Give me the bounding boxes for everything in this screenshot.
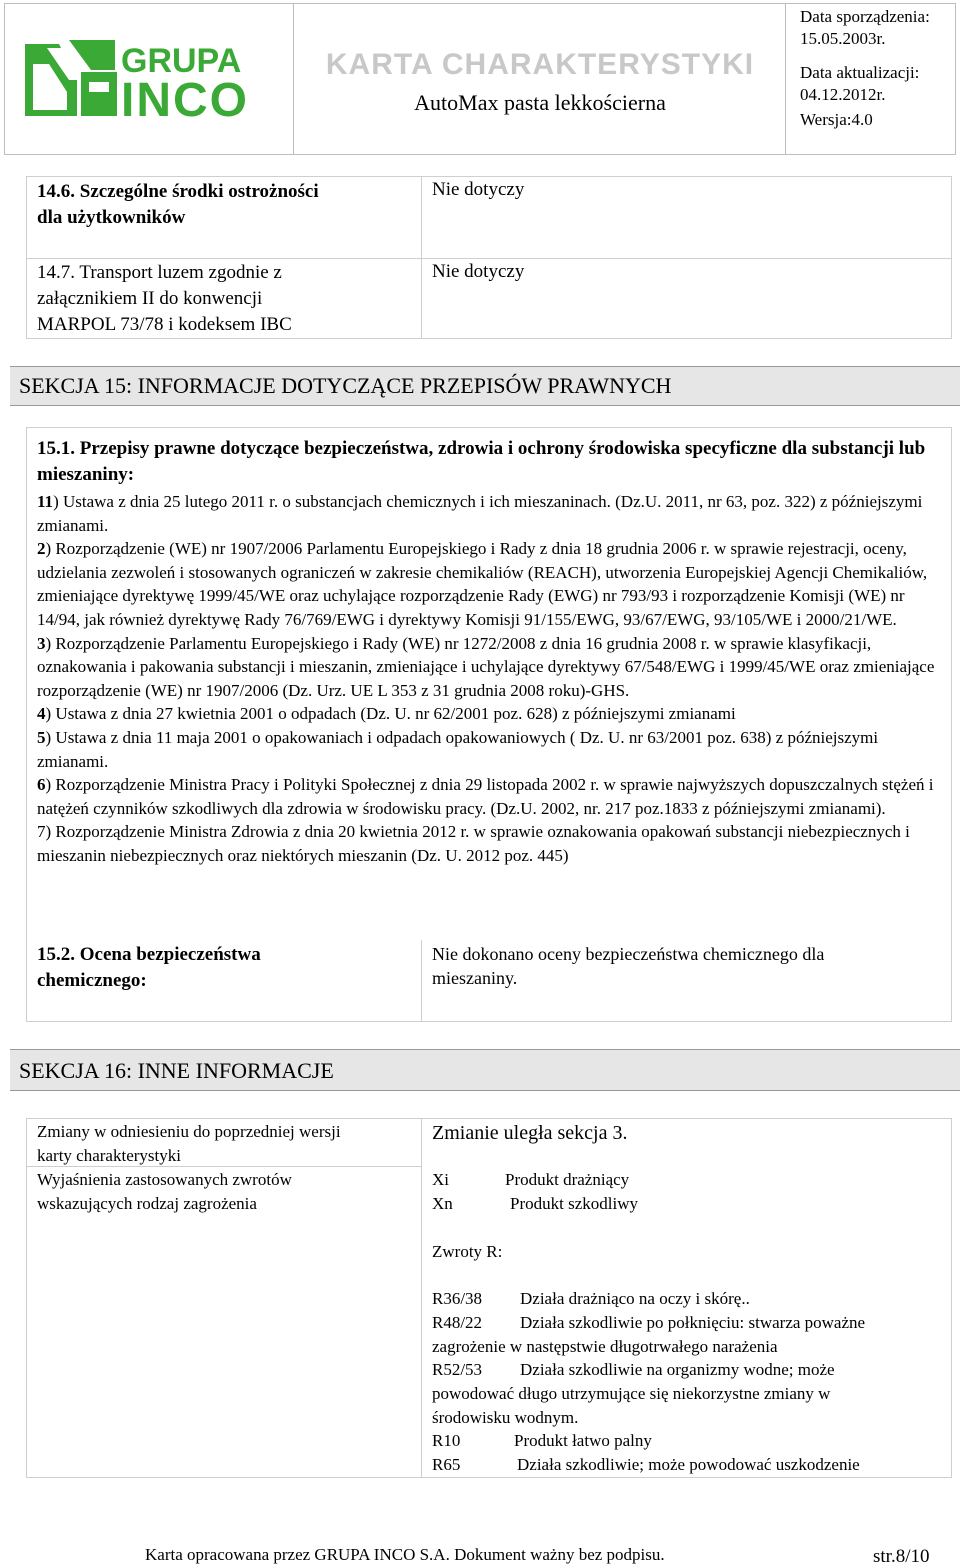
r-phrase-desc: zagrożenie w następstwie długotrwałego narażenia xyxy=(432,1337,778,1356)
regulation-item: 3) Rozporządzenie Parlamentu Europejskiego i Rady (WE) nr 1272/2008 z dnia 16 grudnia 2008 r. w sprawie klasyfikacji, oznakowania i pakowania substancji i mieszanin, zmieniające i uchylające dyrektywy 67/548/EWG i 1999/45/WE oraz zmieniające rozporządzenie (WE) nr 1907/2006 (Dz. Urz. UE L 353 z 31 grudnia 2008 roku)-GHS. xyxy=(37,633,935,700)
subsection-15-1-title: 15.1. Przepisy prawne dotyczące bezpieczeństwa, zdrowia i ochrony środowiska specyficzne dla substancji lub mieszaniny: xyxy=(37,438,926,485)
table-divider xyxy=(421,940,422,1022)
updated-label: Data aktualizacji: xyxy=(800,63,920,82)
changes-value: Zmianie uległa sekcja 3. xyxy=(432,1122,628,1144)
updated-date: 04.12.2012r. xyxy=(800,85,886,104)
r-phrase-code: R10 xyxy=(432,1431,461,1450)
r-phrase-desc: Działa szkodliwie po połknięciu: stwarza poważne xyxy=(520,1313,866,1332)
row-14-7-value: Nie dotyczy xyxy=(432,261,525,282)
phrases-explanation-label: wskazujących rodzaj zagrożenia xyxy=(37,1194,257,1213)
row-14-7-label: MARPOL 73/78 i kodeksem IBC xyxy=(37,314,292,335)
r-phrases-label: Zwroty R: xyxy=(432,1242,503,1261)
r-phrase-desc: środowisku wodnym. xyxy=(432,1408,579,1427)
svg-text:INCO: INCO xyxy=(121,74,249,124)
grupa-inco-logo xyxy=(19,34,289,124)
symbol-desc: Produkt drażniący xyxy=(505,1170,630,1189)
r-phrase-desc: powodować długo utrzymujące się niekorzystne zmiany w xyxy=(432,1384,831,1403)
page-number: str.8/10 xyxy=(873,1546,930,1567)
row-14-7-label: 14.7. Transport luzem zgodnie z xyxy=(37,262,282,283)
product-name: AutoMax pasta lekkościerna xyxy=(414,90,666,115)
symbol-desc: Produkt szkodliwy xyxy=(510,1194,638,1213)
document-header xyxy=(4,3,956,155)
changes-label: karty charakterystyki xyxy=(37,1146,181,1165)
row-14-7-label: załącznikiem II do konwencji xyxy=(37,288,263,309)
created-date: 15.05.2003r. xyxy=(800,29,886,48)
symbol-code: Xn xyxy=(432,1194,453,1213)
header-divider xyxy=(785,4,786,154)
subsection-15-2-value: mieszaniny. xyxy=(432,968,518,988)
r-phrase-code: R65 xyxy=(432,1455,461,1474)
phrases-explanation-label: Wyjaśnienia zastosowanych zwrotów xyxy=(37,1170,292,1189)
changes-label: Zmiany w odniesieniu do poprzedniej wersji xyxy=(37,1122,341,1141)
version: Wersja:4.0 xyxy=(800,110,873,129)
table-divider xyxy=(421,1118,422,1478)
regulation-item: 7) Rozporządzenie Ministra Zdrowia z dnia 20 kwietnia 2012 r. w sprawie oznakowania opakowań substancji niebezpiecznych i mieszanin niebezpiecznych oraz niektórych mieszanin (Dz. U. 2012 poz. 445) xyxy=(37,822,910,865)
created-label: Data sporządzenia: xyxy=(800,7,930,26)
row-14-6-label: dla użytkowników xyxy=(37,207,186,228)
row-14-6-label: 14.6. Szczególne środki ostrożności xyxy=(37,181,319,202)
section16-heading: SEKCJA 16: INNE INFORMACJE xyxy=(10,1049,960,1091)
r-phrase-code: R52/53 xyxy=(432,1360,483,1379)
r-phrase-desc: Działa szkodliwie na organizmy wodne; może xyxy=(520,1360,835,1379)
section15-heading: SEKCJA 15: INFORMACJE DOTYCZĄCE PRZEPISÓW PRAWNYCH xyxy=(10,366,960,406)
document-title: KARTA CHARAKTERYSTYKI xyxy=(325,48,755,81)
symbol-code: Xi xyxy=(432,1170,449,1189)
subsection-15-2-value: Nie dokonano oceny bezpieczeństwa chemicznego dla xyxy=(432,944,825,964)
regulation-item: 6) Rozporządzenie Ministra Pracy i Polityki Społecznej z dnia 29 listopada 2002 r. w sprawie najwyższych dopuszczalnych stężeń i natężeń czynników szkodliwych dla zdrowia w środowisku pracy. (Dz.U. 2002, nr. 217 poz.1833 z późniejszymi zmianami). xyxy=(37,775,934,818)
subsection-15-2-label: chemicznego: xyxy=(37,970,147,991)
svg-text:GRUPA: GRUPA xyxy=(121,42,242,80)
footer-note: Karta opracowana przez GRUPA INCO S.A. Dokument ważny bez podpisu. xyxy=(145,1545,665,1564)
r-phrase-desc: Produkt łatwo palny xyxy=(514,1431,652,1450)
regulation-item: 2) Rozporządzenie (WE) nr 1907/2006 Parlamentu Europejskiego i Rady z dnia 18 grudnia 2006 r. w sprawie rejestracji, oceny, udzielania zezwoleń i stosowanych ograniczeń w zakresie chemikaliów (REACH), utworzenia Europejskiej Agencji Chemikaliów, zmieniające dyrektywę 1999/45/WE oraz uchylające rozporządzenie Rady (EWG) nr 793/93 i rozporządzenie Komisji (WE) nr 14/94, jak również dyrektywę Rady 76/769/EWG i dyrektywy Komisji 91/155/EWG, 93/67/EWG, 93/105/WE i 2000/21/WE. xyxy=(37,539,928,629)
r-phrase-desc: Działa szkodliwie; może powodować uszkodzenie xyxy=(517,1455,860,1474)
regulation-item: 5) Ustawa z dnia 11 maja 2001 o opakowaniach i odpadach opakowaniowych ( Dz. U. nr 63/2001 poz. 638) z późniejszymi zmianami. xyxy=(37,727,879,771)
r-phrase-desc: Działa drażniąco na oczy i skórę.. xyxy=(520,1289,750,1308)
regulation-item: 4) Ustawa z dnia 27 kwietnia 2001 o odpadach (Dz. U. nr 62/2001 poz. 628) z późniejszymi zmianami xyxy=(37,704,736,724)
header-divider xyxy=(293,4,294,154)
row-14-6-value: Nie dotyczy xyxy=(432,179,525,200)
regulations-list xyxy=(37,436,937,868)
r-phrase-code: R36/38 xyxy=(432,1289,483,1308)
r-phrase-code: R48/22 xyxy=(432,1313,483,1332)
subsection-15-2-label: 15.2. Ocena bezpieczeństwa xyxy=(37,944,261,965)
regulation-item: 11) Ustawa z dnia 25 lutego 2011 r. o substancjach chemicznych i ich mieszaninach. (Dz.U. 2011, nr 63, poz. 322) z późniejszymi zmianami. xyxy=(37,492,923,535)
